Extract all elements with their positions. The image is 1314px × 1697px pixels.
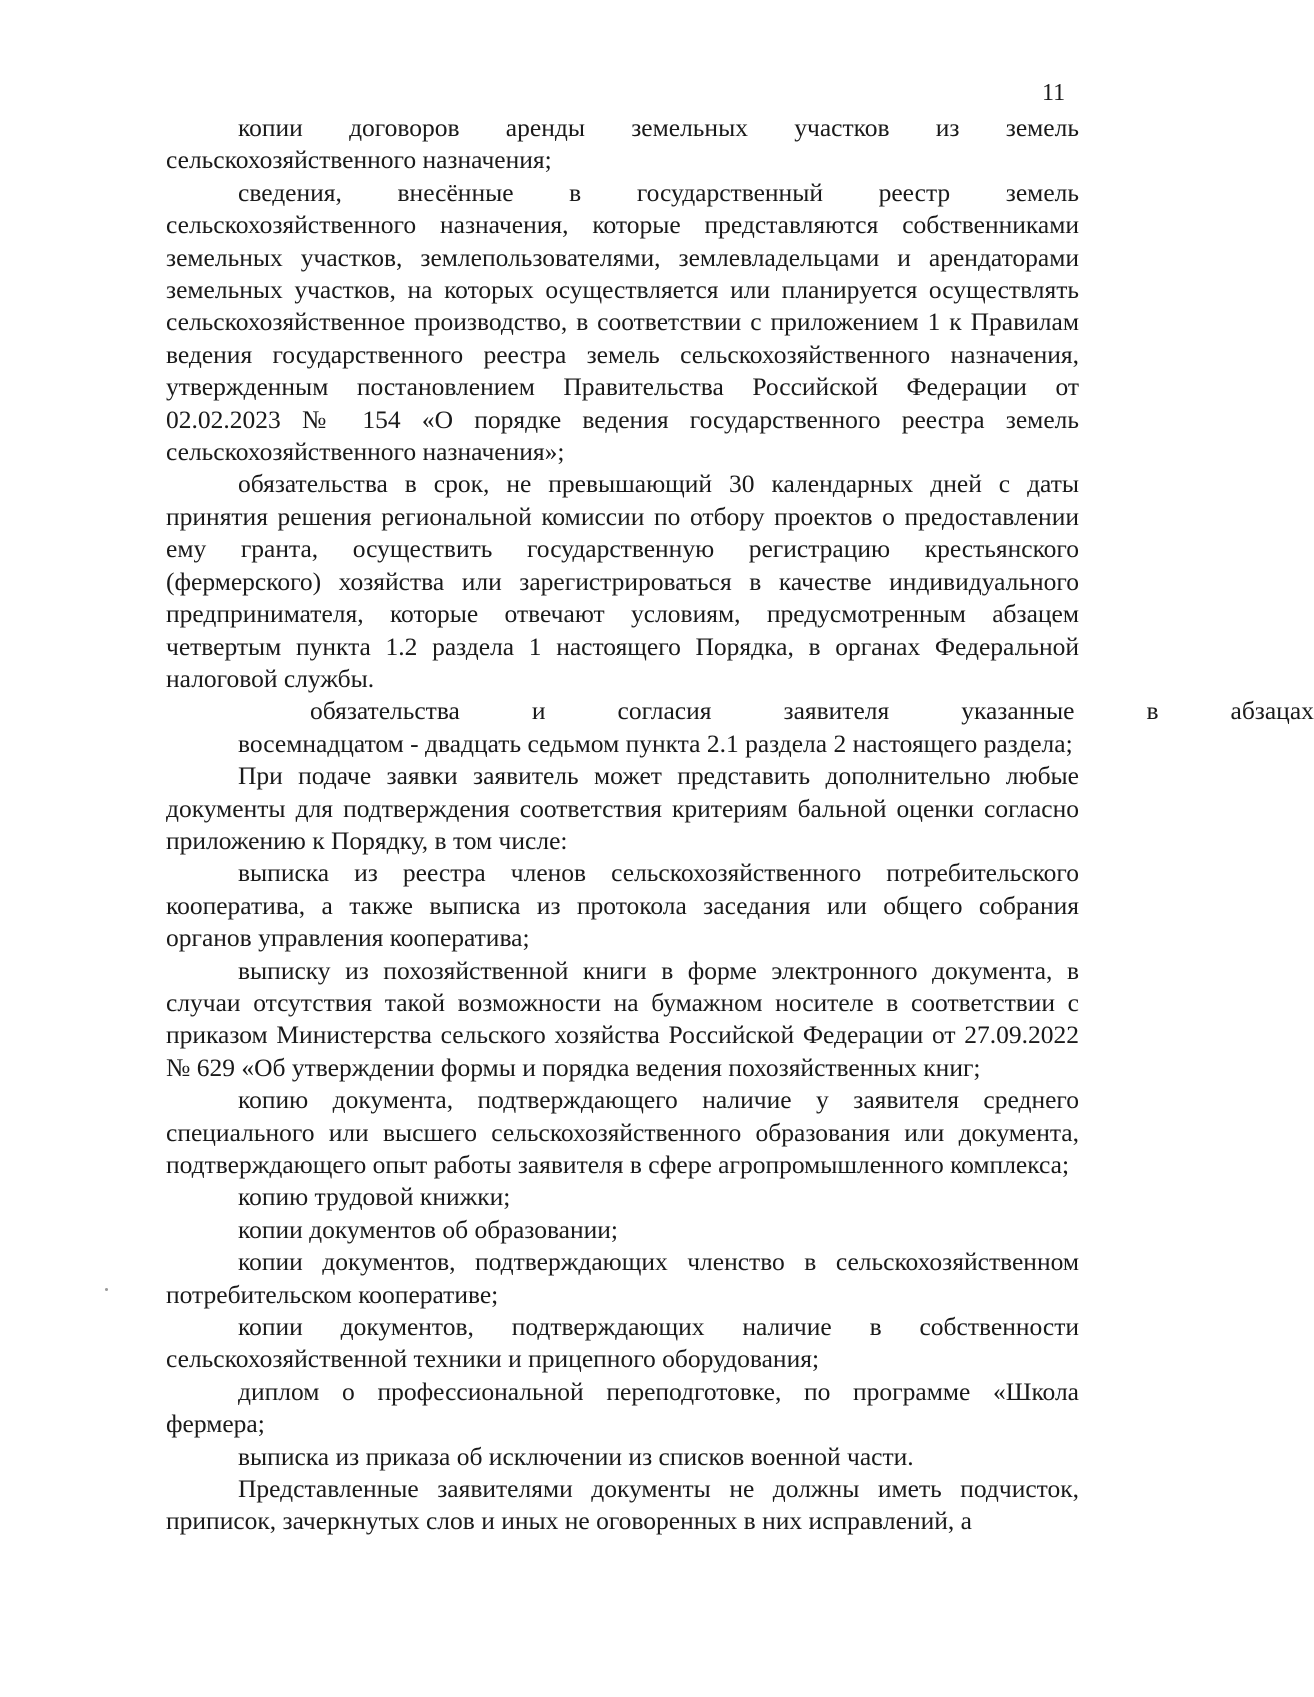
paragraph-education-copies: копии документов об образовании;	[238, 1214, 619, 1244]
paragraph-applicant-consent	[166, 695, 1314, 760]
word: заявителя	[783, 696, 890, 726]
paragraph-cooperative-extract: выписка из реестра членов сельскохозяйственного потребительского кооператива, а также выписка из протокола заседания или общего собрания органов управления кооператива;	[166, 858, 1079, 953]
paragraph-registry-info: сведения, внесённые в государственный реестр земель сельскохозяйственного назначения, которые представляются собственниками земельных участков, землепользователями, землевладельцами и арендаторами земельных участков, на которых осуществляется или планируется осуществлять сельскохозяйственное производство, в соответствии с приложением 1 к Правилам ведения государственного реестра земель сельскохозяйственного назначения, утвержденным постановлением Правительства Российской Федерации от 02.02.2023 № 154 «О порядке ведения государственного реестра земель сельскохозяйственного назначения»;	[166, 177, 1079, 467]
paragraph-education-document: копию документа, подтверждающего наличие у заявителя среднего специального или высшего сельскохозяйственного образования или документа, подтверждающего опыт работы заявителя в сфере агропромышленного комплекса;	[166, 1085, 1079, 1179]
paragraph-equipment-copies: копии документов, подтверждающих наличие в собственности сельскохозяйственной техники и прицепного оборудования;	[166, 1312, 1079, 1374]
spread-line	[166, 695, 1314, 727]
word: абзацах	[1230, 696, 1314, 726]
paragraph-additional-documents: При подаче заявки заявитель может представить дополнительно любые документы для подтверждения соответствия критериям бальной оценки согласно приложению к Порядку, в том числе:	[166, 761, 1079, 855]
paragraph-household-book: выписку из похозяйственной книги в форме электронного документа, в случаи отсутствия такой возможности на бумажном носителе в соответствии с приказом Министерства сельского хозяйства Российской Федерации от 27.09.2022 № 629 «Об утверждении формы и порядка ведения похозяйственных книг;	[166, 955, 1079, 1082]
page-number: 11	[1042, 80, 1066, 106]
paragraph-retraining-diploma: диплом о профессиональной переподготовке, по программе «Школа фермера;	[166, 1376, 1079, 1439]
paragraph-work-book: копию трудовой книжки;	[238, 1182, 511, 1212]
word: согласия	[617, 696, 712, 726]
word: в	[1146, 696, 1159, 726]
paragraph-continuation: восемнадцатом - двадцать седьмом пункта 2.1 раздела 2 настоящего раздела;	[238, 728, 1073, 758]
document-body	[166, 112, 1314, 1538]
word: указанные	[961, 696, 1075, 726]
paragraph-military-extract: выписка из приказа об исключении из списков военной части.	[238, 1441, 914, 1471]
word: и	[531, 696, 546, 726]
paragraph-registration-obligation: обязательства в срок, не превышающий 30 календарных дней с даты принятия решения региональной комиссии по отбору проектов о предоставлении ему гранта, осуществить государственную регистрацию крестьянского (фермерского) хозяйства или зарегистрироваться в качестве индивидуального предпринимателя, которые отвечают условиям, предусмотренным абзацем четвертым пункта 1.2 раздела 1 настоящего Порядка, в органах Федеральной налоговой службы.	[166, 469, 1079, 693]
paragraph-membership-copies: копии документов, подтверждающих членство в сельскохозяйственном потребительском кооперативе;	[166, 1247, 1079, 1309]
paragraph-lease-copies: копии договоров аренды земельных участков из земель сельскохозяйственного назначения;	[166, 113, 1079, 175]
word: обязательства	[310, 696, 460, 726]
paragraph-document-requirements: Представленные заявителями документы не должны иметь подчисток, приписок, зачеркнутых слов и иных не оговоренных в них исправлений, а	[166, 1474, 1079, 1536]
scan-speck	[105, 1288, 108, 1291]
